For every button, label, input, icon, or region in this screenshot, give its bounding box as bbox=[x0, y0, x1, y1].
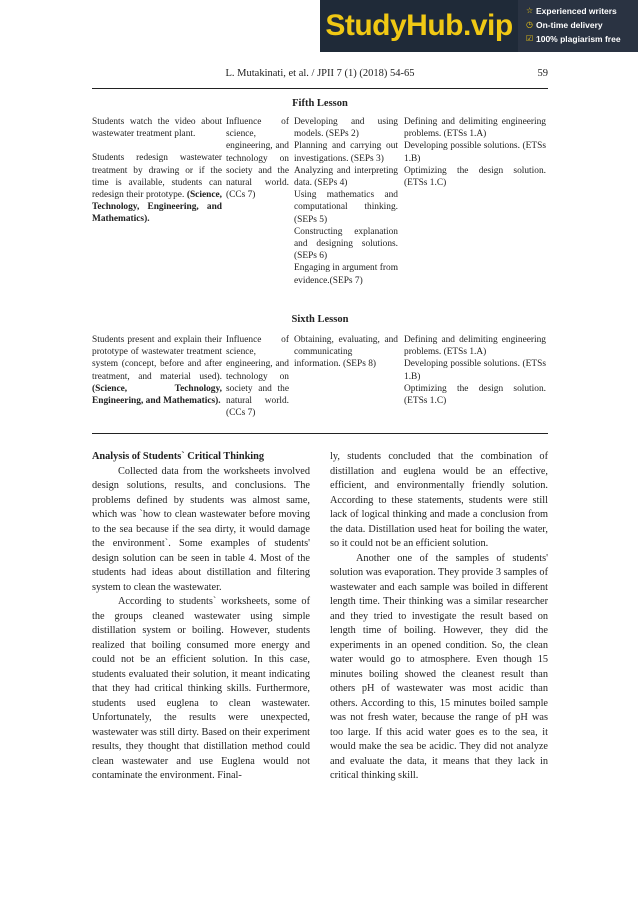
sep-item: Engaging in argument from evidence.(SEPs 7) bbox=[294, 263, 398, 286]
table-bottom-rule bbox=[92, 433, 548, 434]
activity-text: Students watch the video about wastewater treatment plant. bbox=[92, 117, 222, 140]
stem-tag: (Science, Technology, Engineering, and Mathematics). bbox=[92, 190, 222, 225]
etss-cell bbox=[404, 334, 546, 407]
header-rule bbox=[92, 88, 548, 89]
activity-text: Students present and explain their prototype of wastewater treatment system (concept, before and after treatment, and material used). (Science, Technology, Engineering, and Mathematics). bbox=[92, 335, 222, 407]
feature-item bbox=[526, 32, 638, 46]
feature-text: Experienced writers bbox=[536, 6, 617, 16]
activity-text: Students redesign wastewater treatment by drawing or if the time is available, students can redesign their prototype. (Science, Technology, Engineering, and Mathematics). bbox=[92, 153, 222, 225]
body-column-right bbox=[330, 450, 548, 784]
body-column-left bbox=[92, 450, 310, 784]
body-paragraph: ly, students concluded that the combination of distillation and euglena would be an effective, efficient, and environmentally friendly solution. According to these statements, students were still lack of logical thinking and made a conclusion from the data. Distillation used heat for boiling the water, so it could not be an efficient solution. bbox=[330, 451, 548, 549]
running-head bbox=[92, 68, 548, 82]
check-icon: ☑ bbox=[526, 34, 534, 43]
seps-cell bbox=[294, 116, 398, 287]
body-paragraph: Collected data from the worksheets involved design solutions, results, and conclusions. The problems defined by students was almost same, which was `how to clean wastewater before moving to the sea because if the sea dirty, it would damage the environment`. Some examples of students' design solution can be seen in table 4. Most of the students had ideas about distillation and filtering system to clean the wastewater. bbox=[92, 465, 310, 593]
sixth-lesson-title: Sixth Lesson bbox=[291, 314, 349, 325]
ets-item: Developing possible solutions. (ETSs 1.B) bbox=[404, 359, 546, 382]
activities-cell bbox=[92, 116, 222, 226]
ccs-cell: Influence of science, engineering, and technology on society and the natural world. (CCs 7) bbox=[226, 335, 289, 419]
etss-cell bbox=[404, 116, 546, 189]
page-number: 59 bbox=[537, 68, 548, 79]
running-title: L. Mutakinati, et al. / JPII 7 (1) (2018) 54-65 bbox=[225, 68, 415, 79]
sep-item: Developing and using models. (SEPs 2) bbox=[294, 117, 398, 140]
star-icon: ☆ bbox=[526, 6, 534, 15]
section-heading: Analysis of Students` Critical Thinking bbox=[92, 451, 265, 462]
feature-text: 100% plagiarism free bbox=[536, 34, 621, 44]
ets-item: Developing possible solutions. (ETSs 1.B) bbox=[404, 141, 546, 164]
ets-item: Optimizing the design solution. (ETSs 1.C) bbox=[404, 383, 546, 407]
sep-item: Planning and carrying out investigations. (SEPs 3) bbox=[294, 141, 398, 164]
feature-item bbox=[526, 18, 638, 32]
body-paragraph: According to students` worksheets, some of the groups cleaned wastewater using simple distillation system or boiling. However, students realized that boiling consumed more energy and could not be an efficient solution. In this case, students evaluated their solution, it meant indicating that they had critical thinking skills. Furthermore, students used euglena to clean wastewater. Unfortunately, the results were unexpected, wastewater was still dirty. Based on their experiment results, they thought that distillation method could clean wastewater and use Euglena would not contaminate the environment. Final- bbox=[92, 596, 310, 781]
seps-cell bbox=[294, 334, 398, 371]
fifth-lesson-title: Fifth Lesson bbox=[292, 98, 348, 109]
brand-logo[interactable]: StudyHub.vip bbox=[320, 0, 518, 52]
sep-item: Using mathematics and computational thinking. (SEPs 5) bbox=[294, 190, 398, 225]
fifth-lesson-row bbox=[92, 116, 548, 296]
body-paragraph: Another one of the samples of students' solution was evaporation. They provide 3 samples of wastewater and each sample was boiled in different length time. Their thinking was a similar researcher and they tried to investigate the result based on length time of boiling. However, they did the experiments in an opened condition. So, the clean water would go to atmosphere. Even though 15 minutes boiling showed the cleanest result than others pH of wastewater was most acidic than others. According to this, 15 minutes boiled sample was not fresh water, because the range of pH was too large. If this acid water goes es to the sea, it would make the sea be acidic. They did not analyze and evaluate the data, it means that they lack in critical thinking skill. bbox=[330, 552, 548, 781]
activities-cell bbox=[92, 334, 222, 407]
sixth-lesson-row bbox=[92, 334, 548, 424]
ets-item: Defining and delimiting engineering problems. (ETSs 1.A) bbox=[404, 117, 546, 140]
feature-list bbox=[518, 0, 638, 52]
ccs-cell: Influence of science, engineering, and technology on society and the natural world. (CCs 7) bbox=[226, 117, 289, 201]
feature-item bbox=[526, 4, 638, 18]
clock-icon: ◷ bbox=[526, 20, 533, 29]
ets-item: Defining and delimiting engineering problems. (ETSs 1.A) bbox=[404, 335, 546, 358]
feature-text: On-time delivery bbox=[536, 20, 603, 30]
promo-banner[interactable] bbox=[320, 0, 638, 52]
sep-item: Constructing explanation and designing solutions. (SEPs 6) bbox=[294, 226, 398, 262]
sep-item: Analyzing and interpreting data. (SEPs 4) bbox=[294, 165, 398, 189]
ets-item: Optimizing the design solution. (ETSs 1.C) bbox=[404, 165, 546, 189]
stem-tag: (Science, Technology, Engineering, and Mathematics). bbox=[92, 383, 222, 407]
sep-item: Obtaining, evaluating, and communicating information. (SEPs 8) bbox=[294, 335, 398, 370]
